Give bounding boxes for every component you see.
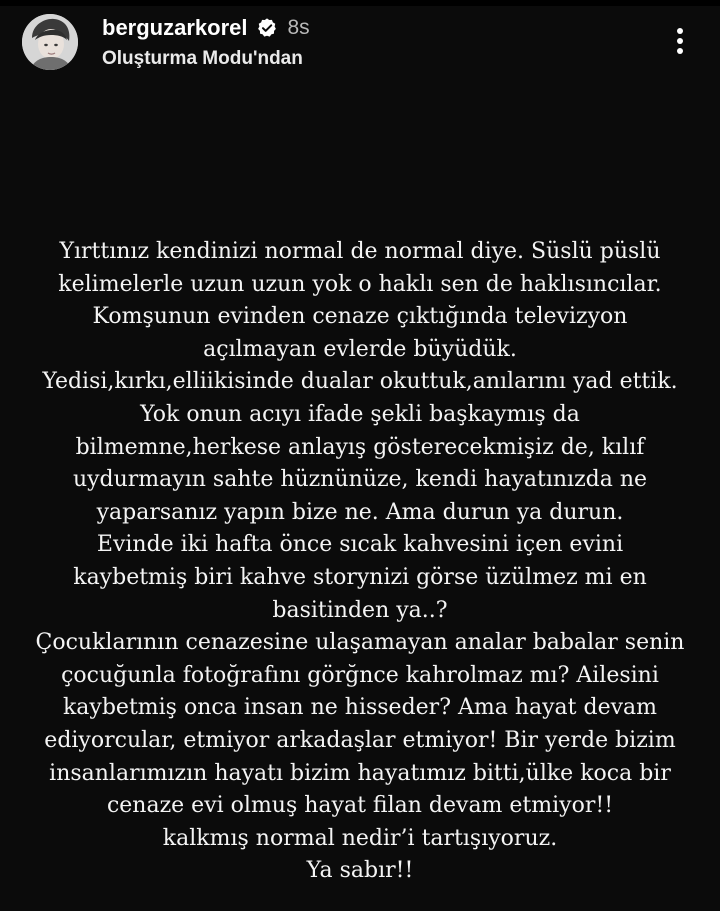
story-line: Yedisi,kırkı,elliikisinde dualar okuttuk,anılarını yad ettik. bbox=[42, 369, 678, 395]
more-dot bbox=[677, 38, 683, 44]
story-line: Komşunun evinden cenaze çıktığında televizyon bbox=[92, 304, 628, 330]
story-header bbox=[22, 14, 698, 76]
story-line: insanlarımızın hayatı bizim hayatımız bitti,ülke koca bir bbox=[49, 760, 671, 786]
more-dot bbox=[677, 28, 683, 34]
header-meta bbox=[102, 14, 310, 70]
more-options-icon[interactable] bbox=[670, 24, 690, 64]
story-line: yaparsanız yapın bize ne. Ama durun ya durun. bbox=[96, 499, 624, 525]
story-line: basitinden ya..? bbox=[272, 597, 448, 623]
story-text bbox=[0, 236, 720, 888]
story-line: açılmayan evlerde büyüdük. bbox=[203, 336, 517, 362]
story-line: uydurmayın sahte hüznünüze, kendi hayatınızda ne bbox=[72, 467, 648, 493]
story-line: çocuğunla fotoğrafını görğnce kahrolmaz mı? Ailesini bbox=[61, 662, 659, 688]
story-line: Evinde iki hafta önce sıcak kahvesini içen evini bbox=[96, 532, 624, 558]
story-line: Yırttınız kendinizi normal de normal diye. Süslü püslü bbox=[59, 239, 661, 264]
story-line: kaybetmiş biri kahve storynizi görse üzülmez mi en bbox=[73, 564, 647, 590]
story-line: kaybetmiş onca insan ne hisseder? Ama hayat devam bbox=[62, 695, 658, 721]
story-line: bilmemne,herkese anlayış gösterecekmişiz de, kılıf bbox=[75, 434, 645, 460]
username[interactable]: berguzarkorel bbox=[102, 15, 248, 40]
top-edge bbox=[0, 0, 720, 6]
more-dot bbox=[677, 48, 683, 54]
avatar[interactable] bbox=[22, 14, 78, 70]
creation-mode-label[interactable]: Oluşturma Modu'ndan bbox=[102, 48, 303, 69]
story-line: Ya sabır!! bbox=[306, 858, 414, 884]
story-line: kelimelerle uzun uzun yok o haklı sen de haklısıncılar. bbox=[58, 271, 662, 297]
story-line: ediyorcular, etmiyor arkadaşlar etmiyor! Bir yerde bizim bbox=[44, 727, 676, 753]
story-line: Yok onun acıyı ifade şekli başkaymış da bbox=[140, 401, 580, 427]
story-line: kalkmış normal nedir’i tartışıyoruz. bbox=[162, 825, 558, 851]
avatar-image bbox=[22, 14, 78, 70]
story-line: cenaze evi olmuş hayat filan devam etmiyor!! bbox=[106, 793, 614, 819]
verified-badge-icon bbox=[256, 17, 278, 39]
story-line: Çocuklarının cenazesine ulaşamayan analar babalar senin bbox=[35, 630, 685, 656]
header-row bbox=[102, 14, 310, 42]
post-time: 8s bbox=[287, 16, 310, 39]
